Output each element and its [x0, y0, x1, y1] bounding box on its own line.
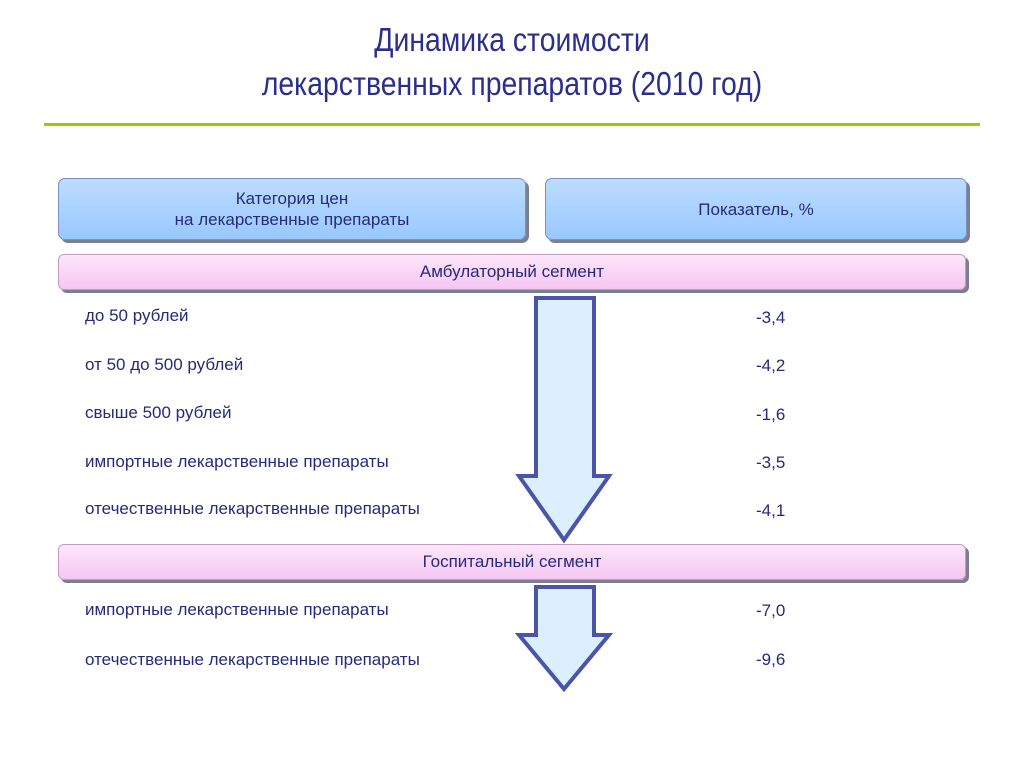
hospital-row-1-value: -7,0 [756, 601, 786, 620]
ambulatory-row-1-label: до 50 рублей [85, 306, 189, 325]
ambulatory-row-5-value: -4,1 [756, 501, 786, 520]
ambulatory-row-4-label: импортные лекарственные препараты [85, 452, 389, 471]
ambulatory-row-3-value: -1,6 [756, 405, 786, 424]
ambulatory-row-4-value: -3,5 [756, 453, 786, 472]
indicator-column-header [545, 178, 967, 240]
hospital-row-1-label: импортные лекарственные препараты [85, 600, 389, 619]
ambulatory-row-2-value: -4,2 [756, 356, 786, 375]
hospital-segment-header [58, 544, 966, 580]
page-title [72, 18, 953, 106]
down-arrow-icon [516, 296, 612, 544]
down-arrow-icon [516, 585, 612, 693]
ambulatory-segment-header [58, 254, 966, 290]
title-divider [44, 123, 980, 126]
hospital-row-2-value: -9,6 [756, 650, 786, 669]
category-column-header [58, 178, 526, 240]
ambulatory-row-2-label: от 50 до 500 рублей [85, 355, 244, 374]
hospital-segment-label: Госпитальный сегмент [422, 552, 602, 571]
ambulatory-segment-label: Амбулаторный сегмент [419, 262, 605, 281]
ambulatory-row-1-value: -3,4 [756, 308, 786, 327]
hospital-row-2-label: отечественные лекарственные препараты [85, 650, 420, 669]
category-header-line-2: на лекарственные препараты [174, 210, 410, 229]
ambulatory-row-3-label: свыше 500 рублей [85, 403, 232, 422]
title-line-1: Динамика стоимости [374, 21, 650, 58]
indicator-header-label: Показатель, % [698, 199, 814, 219]
ambulatory-row-5-label: отечественные лекарственные препараты [85, 499, 420, 518]
title-line-2: лекарственных препаратов (2010 год) [261, 65, 763, 102]
category-header-line-1: Категория цен [235, 189, 349, 208]
